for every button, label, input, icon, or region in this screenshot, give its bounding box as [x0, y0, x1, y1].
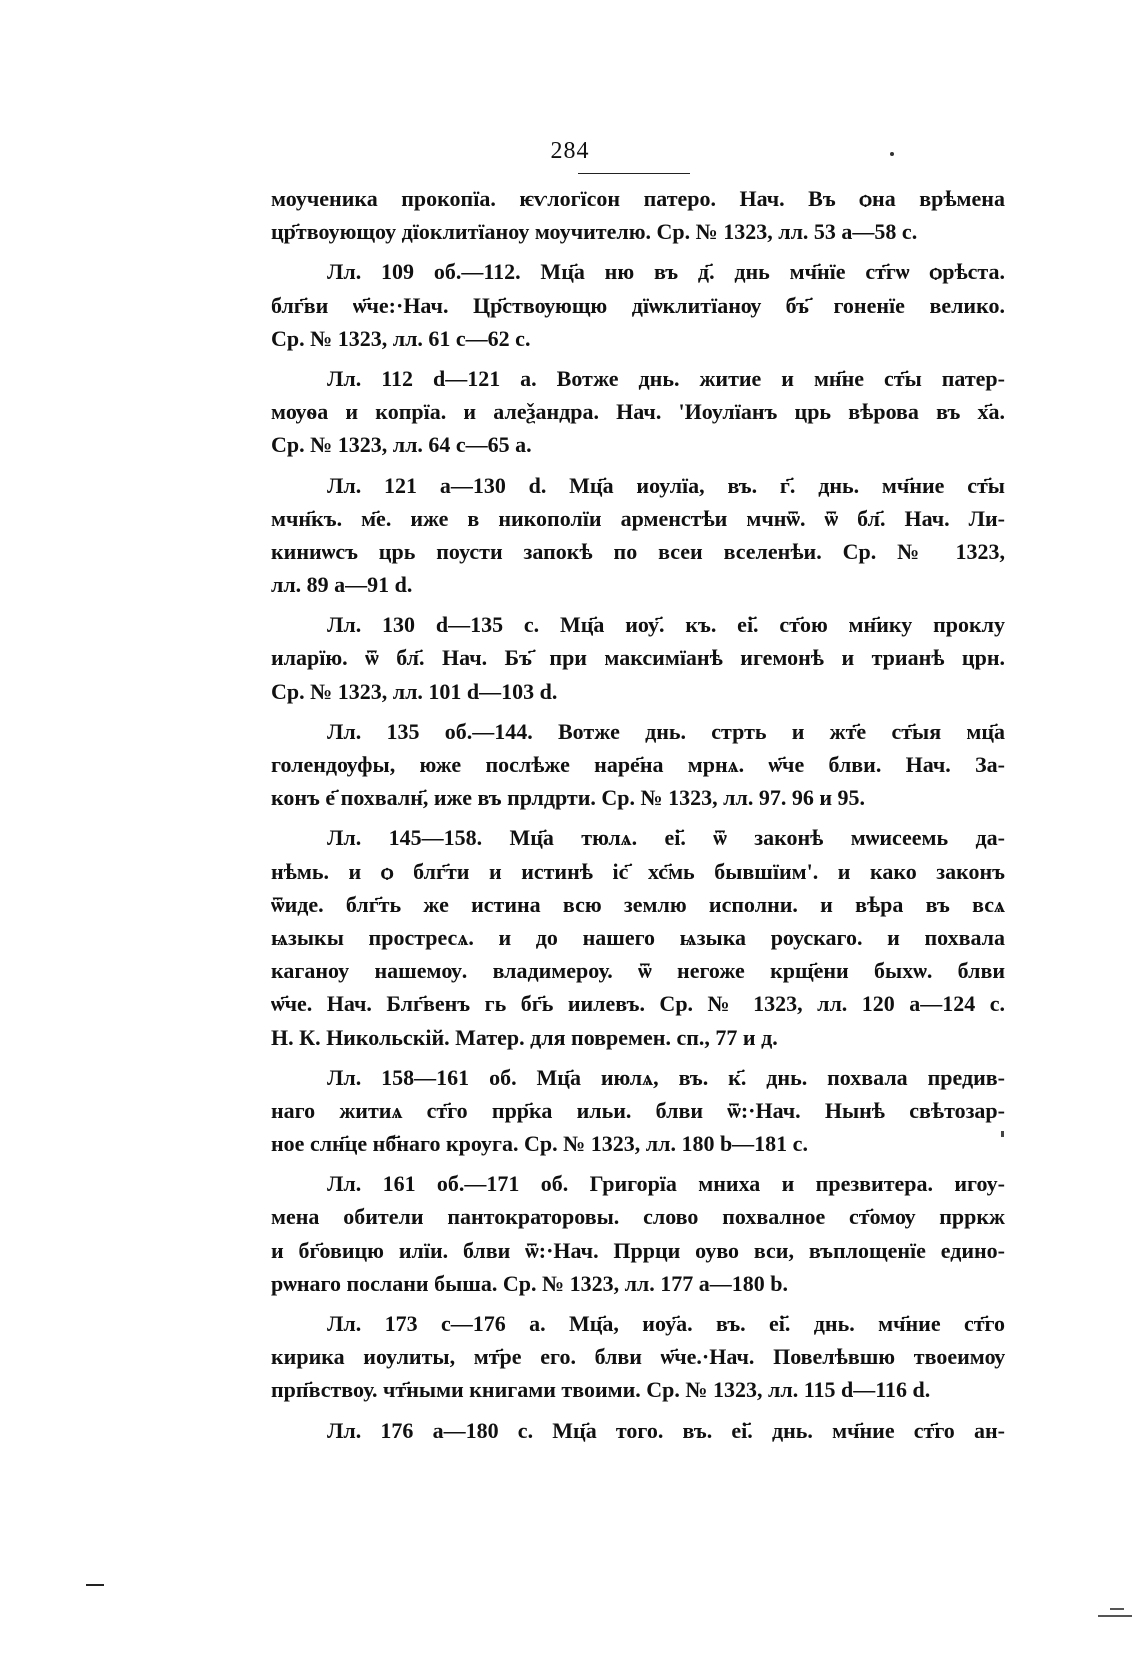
text-line: конъ е҃ похвалн҃, иже въ прлдрти. Ср. № 1323, лл. 97. 96 и 95.	[271, 785, 865, 811]
text-line: Ср. № 1323, лл. 61 с—62 с.	[271, 325, 531, 351]
text-line: голендѹфы, юже послѣже наре҃на мрнѧ. ѡ҃че блви. Нач. За-	[271, 752, 1005, 777]
entry-paragraph	[271, 608, 1005, 708]
entry-continuation	[271, 182, 1005, 248]
text-line: Ср. № 1323, лл. 64 с—65 а.	[271, 432, 532, 458]
entry-paragraph	[271, 1167, 1005, 1300]
text-line: лл. 89 а—91 d.	[271, 572, 413, 598]
paragraph-gap	[271, 1160, 1005, 1167]
text-line: Лл. 145—158. Мц҃а тюлѧ. еі҃. ѿ законѣ мѡисеемь да-	[327, 825, 1005, 851]
text-line: ѿиде. блг҃ть же истина всю землю исполни. и вѣра въ всѧ	[271, 891, 1005, 917]
text-line: мчн҃къ. м҃е. иже в никополїи арменстѣи мчнѿ. ѿ бл҃. Нач. Ли-	[271, 505, 1005, 531]
text-line: ное слн҃це нб҃наго кроуга. Ср. № 1323, лл. 180 b—181 с.	[271, 1131, 808, 1157]
text-line: Лл. 112 d—121 а. Вотже днь. житие и мн҃не ст҃ы патер-	[327, 365, 1005, 391]
entry-paragraph	[271, 469, 1005, 602]
text-line: иларїю. ѿ бл҃. Нач. Бъ҃ при максимїанѣ игемонѣ и трианѣ црн.	[271, 645, 1005, 671]
paragraph-gap	[271, 1300, 1005, 1307]
text-line: каганоу нашемѹ. владимероу. ѿ негоже крщ҃ени быхѡ. блви	[271, 958, 1005, 984]
paragraph-gap	[271, 355, 1005, 362]
text-line: прп҃вствоу. чт҃ными книгами твоими. Ср. № 1323, лл. 115 d—116 d.	[271, 1377, 931, 1403]
text-line: Лл. 121 а—130 d. Мц҃а иоулїа, въ. г҃. днь. мч҃ние ст҃ы	[327, 472, 1005, 498]
text-line: киниѡсъ црь поусти запокѣ по всеи вселенѣи. Ср. № 1323,	[271, 538, 1005, 564]
text-line: кирика иоулиты, мт҃ре его. блви ѡ҃че.·Нач. Повелѣвшю твоеимѹ	[271, 1344, 1005, 1370]
entry-paragraph	[271, 362, 1005, 462]
text-line: мѹѳа и копрїа. и алеѯандра. Нач. 'Иоулїанъ црь вѣрова въ х҃а.	[271, 399, 1005, 425]
entry-paragraph	[271, 821, 1005, 1053]
entry-paragraph	[271, 715, 1005, 815]
text-line: Ср. № 1323, лл. 101 d—103 d.	[271, 678, 558, 704]
text-line: цр҃твоующоу дїоклитїаноу моучителю. Ср. № 1323, лл. 53 а—58 с.	[271, 219, 918, 245]
paragraph-gap	[271, 601, 1005, 608]
text-line: Лл. 176 а—180 с. Мц҃а того. въ. еі҃. днь. мч҃ние ст҃го ан-	[327, 1417, 1005, 1443]
text-line: Лл. 173 с—176 а. Мц҃а, иоу҃а. въ. еі҃. днь. мч҃ние ст҃го	[327, 1311, 1005, 1336]
header-rule	[578, 173, 690, 174]
entry-paragraph	[271, 1307, 1005, 1407]
entry-paragraph	[271, 255, 1005, 355]
entry-paragraph	[271, 1414, 1005, 1447]
text-line: мена обители пантократоровы. слово похвалное ст҃омѹ прркж	[271, 1204, 1005, 1230]
margin-dash-right-lower	[1098, 1615, 1132, 1617]
text-line: рѡнаго послани быша. Ср. № 1323, лл. 177 а—180 b.	[271, 1270, 788, 1296]
text-line: ѩзыкы простресѧ. и до нашего ѩзыка роускаго. и похвала	[271, 924, 1005, 950]
paragraph-gap	[271, 462, 1005, 469]
entry-paragraph	[271, 1061, 1005, 1161]
text-line: Лл. 158—161 об. Мц҃а июлѧ, въ. к҃. днь. похвала предив-	[327, 1064, 1005, 1090]
text-line: Лл. 161 об.—171 об. Григорїа мниха и презвитера. игоу-	[327, 1171, 1005, 1197]
text-line: наго житиѧ ст҃го прр҃ка ильи. блви ѿ:·Нач. Нынѣ свѣтозар-	[271, 1097, 1005, 1123]
paragraph-gap	[271, 248, 1005, 255]
text-line: Лл. 135 об.—144. Вотже днь. стрть и жт҃е ст҃ыя мц҃а	[327, 718, 1005, 744]
text-line: моученика прокопїа. ѥѵлогїсон патеро. Нач. Въ ѻна врѣмена	[271, 186, 1005, 211]
margin-dash-right	[1110, 1608, 1124, 1610]
paragraph-gap	[271, 1407, 1005, 1414]
page-content	[271, 182, 1005, 1447]
text-line: Лл. 109 об.—112. Мц҃а ню въ д҃. днь мч҃нїе ст҃гѡ ѻрѣста.	[327, 259, 1005, 285]
side-mark	[890, 152, 894, 156]
paragraph-gap	[271, 1054, 1005, 1061]
text-line: блг҃ви ѡ҃че:·Нач. Цр҃ствѹющю дїѡклитїанѹ бъ҃ гоненїе велико.	[271, 292, 1005, 318]
page-number: 284	[550, 138, 590, 164]
paragraph-gap	[271, 708, 1005, 715]
margin-dash-left	[86, 1584, 104, 1586]
paragraph-gap	[271, 814, 1005, 821]
text-line: Лл. 130 d—135 с. Мц҃а иоу҃. къ. еі҃. ст҃ою мн҃ику проклу	[327, 612, 1005, 638]
text-line: Н. К. Никольскій. Матер. для повремен. сп., 77 и д.	[271, 1024, 778, 1050]
text-line: ѡ҃че. Нач. Блг҃венъ гь бг҃ь иилевъ. Ср. № 1323, лл. 120 а—124 с.	[271, 991, 1005, 1017]
text-line: и бг҃овицю илїи. блви ѿ:·Нач. Пррци оуво вси, въплощенїе едино-	[271, 1237, 1005, 1263]
stray-mark	[1001, 1131, 1004, 1137]
text-line: нѣмь. и ѻ блг҃ти и истинѣ іс҃ хс҃мь бывшїим'. и како законъ	[271, 858, 1005, 884]
